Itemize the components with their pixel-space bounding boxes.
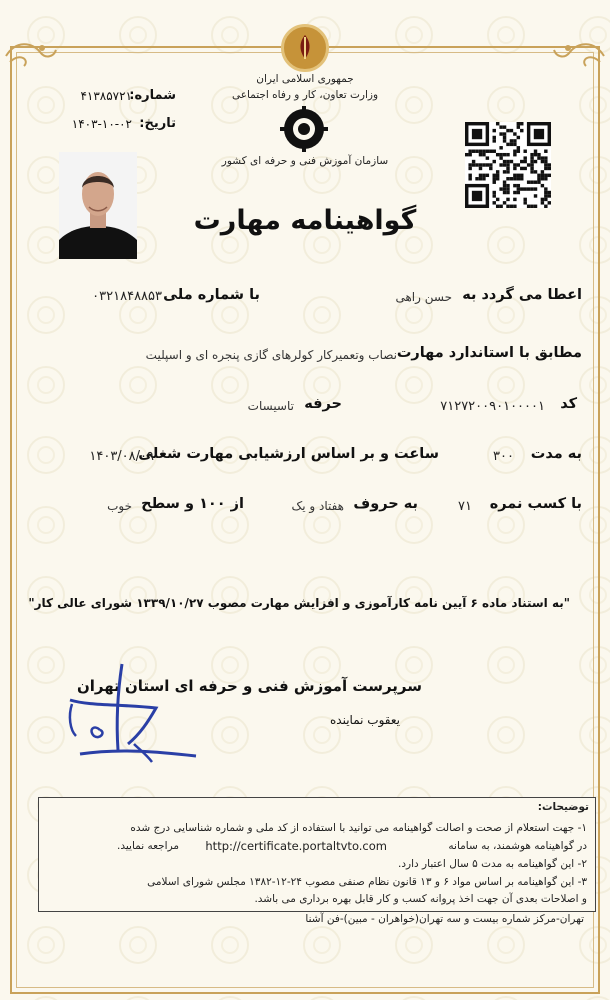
organization-title: سازمان آموزش فنی و حرفه ای کشور xyxy=(221,155,389,167)
code-label: کد xyxy=(560,396,577,412)
trade-value: تاسیسات xyxy=(247,399,294,413)
national-id-label: با شماره ملی xyxy=(163,287,260,303)
qr-code xyxy=(465,122,551,208)
notes-heading: توضیحات: xyxy=(537,801,589,813)
letters-value: هفتاد و یک xyxy=(291,499,344,513)
standard-value: نصاب وتعمیرکار کولرهای گازی پنجره ای و اسپلیت xyxy=(145,348,397,362)
signatory-title: سرپرست آموزش فنی و حرفه ای استان تهران xyxy=(76,677,422,695)
trade-label: حرفه xyxy=(304,396,342,412)
note-line-3: ۳- این گواهینامه بر اساس مواد ۶ و ۱۳ قانون نظام صنفی مصوب ۲۴-۱۲-۱۳۸۲ مجلس شورای اسلامی xyxy=(147,876,587,888)
level-label: از ۱۰۰ و سطح xyxy=(141,496,244,512)
regulation-text: "به استناد ماده ۶ آیین نامه کارآموزی و افزایش مهارت مصوب ۱۳۳۹/۱۰/۲۷ شورای عالی کار" xyxy=(28,596,570,610)
republic-title: جمهوری اسلامی ایران xyxy=(256,73,354,85)
duration-value: ۳۰۰ xyxy=(493,449,514,464)
granted-value: حسن راهی xyxy=(395,290,452,304)
note-line-1: ۱- جهت استعلام از صحت و اصالت گواهینامه می توانید با استفاده از کد ملی و شماره شناسایی درج شده xyxy=(130,822,587,834)
note-line-2b: مراجعه نمایید. xyxy=(117,840,179,852)
standard-label: مطابق با استاندارد مهارت xyxy=(396,345,582,361)
certificate-title: گواهینامه مهارت xyxy=(193,205,417,236)
score-value: ۷۱ xyxy=(458,499,472,514)
exam-date: ۱۴۰۳/۰۸/۰۹ xyxy=(89,449,154,464)
national-id-value: ۰۳۲۱۸۴۸۸۵۳ xyxy=(92,289,162,304)
level-value: خوب xyxy=(107,499,132,513)
notes-box xyxy=(38,797,596,912)
handwritten-signature xyxy=(60,660,210,770)
hours-label: ساعت و بر اساس ارزشیابی مهارت شغلی xyxy=(138,446,439,462)
ministry-title: وزارت تعاون، کار و رفاه اجتماعی xyxy=(231,89,379,101)
number-value: ۴۱۳۸۵۷۲۱ xyxy=(80,89,132,103)
tvto-logo-icon xyxy=(278,106,330,152)
footer-address: تهران-مرکز شماره بیست و سه تهران(خواهران - مبین)-فن آشنا xyxy=(305,913,584,925)
iran-emblem-icon xyxy=(281,24,329,72)
granted-label: اعطا می گردد به xyxy=(462,287,582,303)
left-corner-ornament xyxy=(2,36,58,72)
code-value: ۷۱۲۷۲۰۰۹۰۱۰۰۰۰۱ xyxy=(440,399,545,414)
note-line-2: ۲- این گواهینامه به مدت ۵ سال اعتبار دارد. xyxy=(398,858,587,870)
note-line-4: و اصلاحات بعدی آن جهت اخذ پروانه کسب و کار قابل بهره برداری می باشد. xyxy=(254,893,587,905)
duration-label: به مدت xyxy=(530,446,582,462)
number-label: شماره: xyxy=(129,88,176,103)
note-url-link[interactable]: http://certificate.portaltvto.com xyxy=(205,839,387,853)
signatory-name: یعقوب نماینده xyxy=(330,713,400,727)
score-label: با کسب نمره xyxy=(489,496,582,512)
date-value: ۱۴۰۳-۱۰-۰۲ xyxy=(71,117,132,131)
date-label: تاریخ: xyxy=(139,116,176,131)
letters-label: به حروف xyxy=(353,496,418,512)
note-line-2a: در گواهینامه هوشمند، به سامانه xyxy=(448,840,587,852)
right-corner-ornament xyxy=(552,36,608,72)
